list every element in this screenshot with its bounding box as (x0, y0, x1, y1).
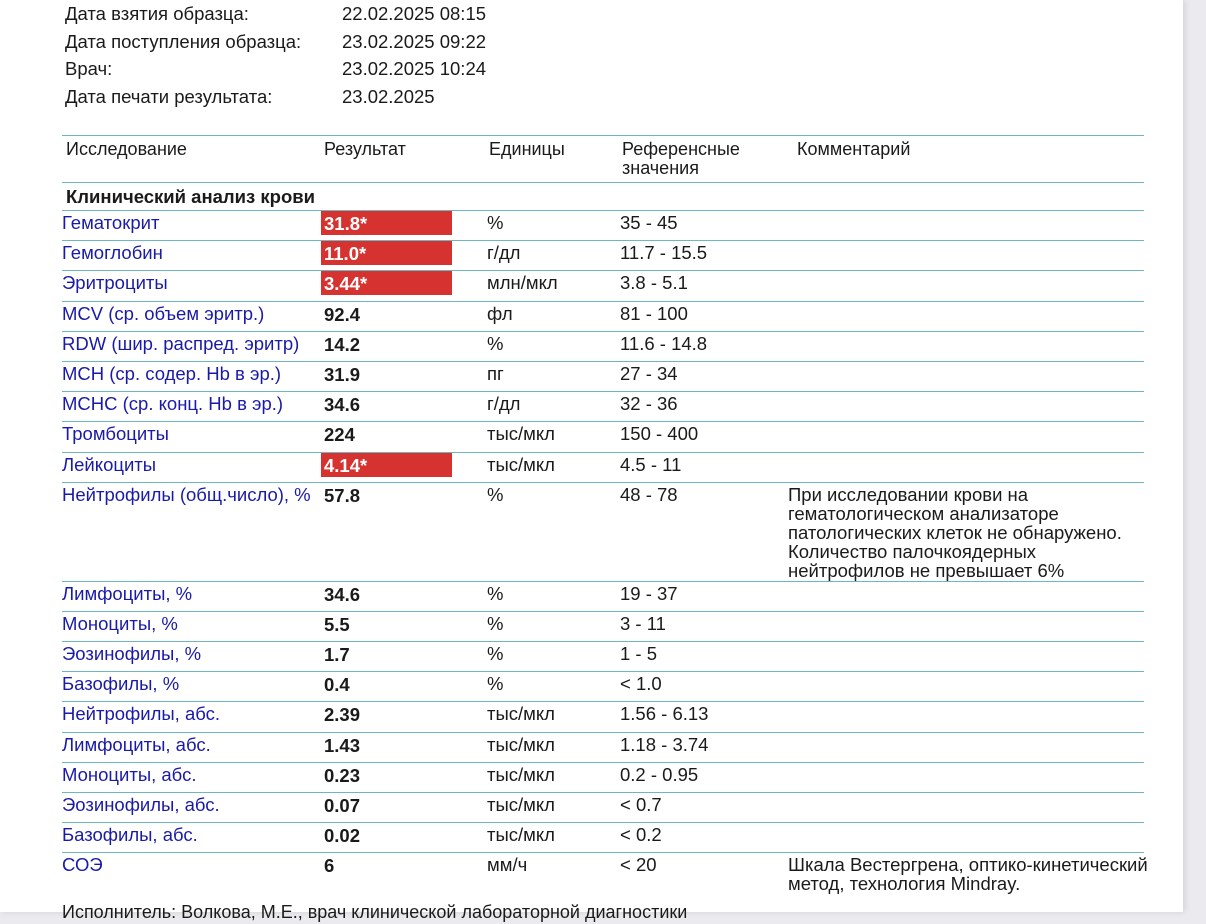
result-value: 1.7 (324, 644, 350, 666)
unit: тыс/мкл (487, 733, 555, 755)
reference-range: 4.5 - 11 (620, 453, 682, 475)
unit: % (487, 612, 504, 634)
table-row (62, 823, 1144, 853)
test-name-link[interactable]: Лимфоциты, % (62, 582, 193, 604)
result-value: 31.8* (321, 211, 452, 235)
result-value: 4.14* (321, 453, 452, 477)
table-row (62, 763, 1144, 793)
header-comment: Комментарий (797, 139, 911, 159)
test-name-link[interactable]: MCH (ср. содер. Hb в эр.) (62, 362, 282, 384)
result-value: 31.9 (324, 363, 361, 385)
result-value: 34.6 (324, 583, 361, 605)
table-row (62, 362, 1144, 392)
table-row (62, 211, 1144, 241)
meta-row-received-date (65, 30, 486, 58)
result-value: 34.6 (324, 394, 361, 416)
test-name-link[interactable]: MCV (ср. объем эритр.) (62, 302, 265, 324)
result-value: 0.07 (324, 795, 361, 816)
table-row (62, 271, 1144, 301)
test-name-link[interactable]: СОЭ (62, 854, 103, 876)
meta-value: 23.02.2025 (342, 85, 435, 107)
result-value: 6 (324, 855, 335, 877)
meta-label: Дата печати результата: (65, 85, 273, 107)
test-name-link[interactable]: Базофилы, % (62, 673, 180, 695)
table-row (62, 853, 1148, 903)
result-value: 0.4 (324, 674, 350, 696)
performer-line: Исполнитель: Волкова, М.Е., врач клинической лабораторной диагностики (62, 902, 688, 922)
result-value: 2.39 (324, 704, 361, 726)
unit: тыс/мкл (487, 794, 555, 815)
result-value: 57.8 (324, 484, 361, 506)
result-value: 11.0* (321, 241, 452, 265)
meta-label: Врач: (65, 58, 113, 79)
unit: тыс/мкл (487, 703, 555, 725)
result-value: 224 (324, 424, 355, 446)
reference-range: 3.8 - 5.1 (620, 272, 688, 294)
test-name-link[interactable]: Лимфоциты, абс. (62, 733, 211, 755)
unit: % (487, 212, 504, 233)
reference-range: < 20 (620, 854, 657, 876)
unit: г/дл (487, 393, 521, 415)
unit: мм/ч (487, 854, 528, 876)
table-header (62, 136, 1144, 183)
table-body (62, 211, 1148, 903)
reference-range: 150 - 400 (620, 423, 699, 445)
meta-row-print-date (65, 85, 486, 113)
header-reference (622, 140, 740, 178)
unit: тыс/мкл (487, 453, 555, 475)
header-reference-line2: значения (622, 158, 699, 178)
test-name-link[interactable]: Нейтрофилы, абс. (62, 703, 221, 725)
table-row (62, 422, 1144, 452)
table-row (62, 672, 1144, 702)
results-table (62, 135, 1148, 903)
unit: тыс/мкл (487, 763, 555, 785)
table-row (62, 483, 1144, 582)
unit: фл (487, 302, 513, 324)
result-value: 0.02 (324, 825, 361, 847)
table-row (62, 392, 1144, 422)
unit: тыс/мкл (487, 423, 555, 445)
reference-range: 1.18 - 3.74 (620, 733, 709, 755)
test-name-link[interactable]: MCHC (ср. конц. Hb в эр.) (62, 393, 284, 415)
table-row (62, 733, 1144, 763)
test-name-link[interactable]: RDW (шир. распред. эритр) (62, 332, 300, 354)
table-row (62, 453, 1144, 483)
sample-info (65, 2, 486, 112)
test-name-link[interactable]: Нейтрофилы (общ.число), % (62, 483, 311, 505)
reference-range: 11.6 - 14.8 (620, 332, 708, 354)
header-result: Результат (324, 139, 406, 159)
table-row (62, 702, 1144, 732)
test-name-link[interactable]: Моноциты, абс. (62, 763, 197, 785)
header-reference-line1: Референсные (622, 139, 740, 159)
header-units: Единицы (489, 139, 565, 159)
table-row (62, 241, 1144, 271)
meta-value: 23.02.2025 10:24 (342, 58, 487, 79)
test-name-link[interactable]: Эритроциты (62, 272, 168, 294)
result-value: 1.43 (324, 734, 361, 756)
meta-row-collection-date (65, 2, 486, 30)
table-row (62, 793, 1144, 823)
test-name-link[interactable]: Гематокрит (62, 212, 160, 233)
reference-range: 3 - 11 (620, 612, 666, 634)
reference-range: 19 - 37 (620, 582, 678, 604)
result-value: 92.4 (324, 303, 361, 325)
meta-row-doctor (65, 57, 486, 85)
reference-range: 27 - 34 (620, 362, 678, 384)
result-value: 3.44* (321, 271, 452, 295)
table-row (62, 302, 1144, 332)
reference-range: 32 - 36 (620, 393, 678, 415)
unit: % (487, 332, 504, 354)
table-row (62, 332, 1144, 362)
reference-range: < 0.2 (620, 824, 662, 846)
unit: % (487, 673, 504, 695)
unit: тыс/мкл (487, 824, 555, 846)
test-name-link[interactable]: Базофилы, абс. (62, 824, 198, 846)
test-name-link[interactable]: Тромбоциты (62, 423, 169, 445)
unit: % (487, 643, 504, 665)
table-row (62, 582, 1144, 612)
unit: % (487, 582, 504, 604)
reference-range: 48 - 78 (620, 483, 678, 505)
header-study: Исследование (66, 139, 187, 159)
reference-range: < 1.0 (620, 673, 662, 695)
unit: % (487, 483, 504, 505)
meta-label: Дата взятия образца: (65, 3, 249, 24)
comment: При исследовании крови на гематологическом анализаторе патологических клеток не обнаружено. Количество палочкоядерных нейтрофилов не превышает 6% (788, 483, 1122, 581)
result-value: 0.23 (324, 764, 361, 786)
reference-range: 0.2 - 0.95 (620, 763, 699, 785)
reference-range: 1.56 - 6.13 (620, 703, 709, 725)
result-value: 14.2 (324, 333, 361, 355)
test-name-link[interactable]: Лейкоциты (62, 453, 157, 475)
test-name-link[interactable]: Эозинофилы, % (62, 643, 202, 665)
unit: г/дл (487, 242, 521, 264)
section-title: Клинический анализ крови (62, 183, 1144, 211)
comment: Шкала Вестергрена, оптико-кинетический метод, технология Mindray. (788, 854, 1148, 895)
result-value: 5.5 (324, 613, 350, 635)
reference-range: < 0.7 (620, 794, 662, 815)
table-row (62, 642, 1144, 672)
meta-label: Дата поступления образца: (65, 30, 302, 52)
test-name-link[interactable]: Гемоглобин (62, 242, 163, 264)
meta-value: 22.02.2025 08:15 (342, 3, 487, 24)
reference-range: 11.7 - 15.5 (620, 242, 708, 264)
reference-range: 1 - 5 (620, 643, 658, 665)
meta-value: 23.02.2025 09:22 (342, 30, 487, 52)
reference-range: 81 - 100 (620, 302, 688, 324)
table-row (62, 612, 1144, 642)
unit: пг (487, 362, 504, 384)
test-name-link[interactable]: Эозинофилы, абс. (62, 794, 220, 815)
reference-range: 35 - 45 (620, 212, 678, 233)
unit: млн/мкл (487, 272, 558, 294)
test-name-link[interactable]: Моноциты, % (62, 612, 178, 634)
